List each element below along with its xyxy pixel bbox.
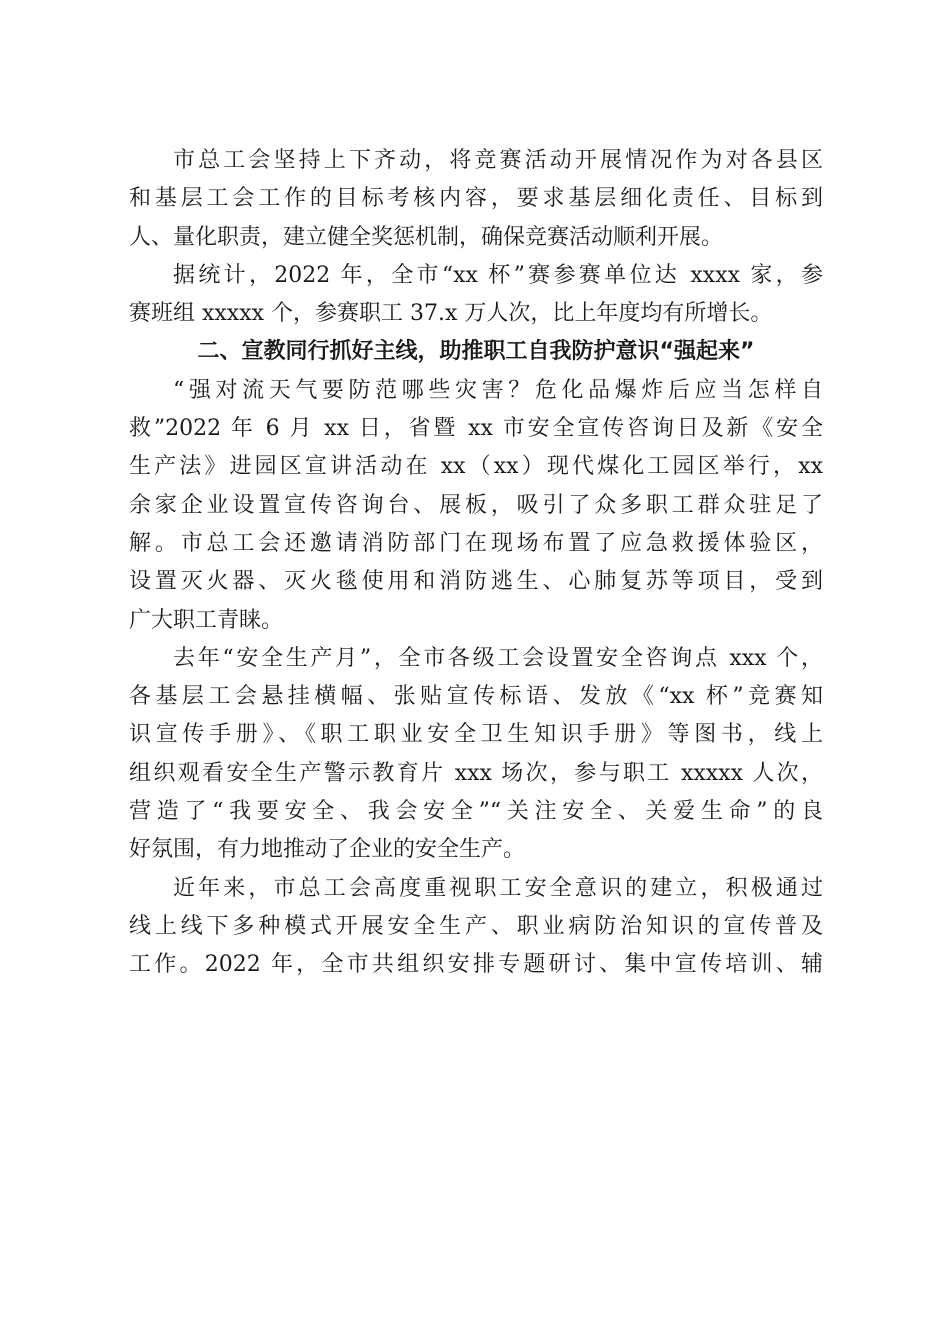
text-line: 市总工会坚持上下齐动，将竞赛活动开展情况作为对各县区 [173,148,823,173]
text-line: 据统计，2022 年，全市“xx 杯”赛参赛单位达 xxxx 家，参 [173,262,823,288]
text-line: 好氛围，有力地推动了企业的安全生产。 [129,837,526,863]
text-line: 营造了“我要安全、我会安全”“关注安全、关爱生命”的良 [129,799,823,825]
text-line: 广大职工青睐。 [129,607,284,633]
paragraph-statistics [129,257,823,334]
text-line: 设置灭火器、灭火毯使用和消防逃生、心肺复苏等项目，受到 [129,569,823,595]
text-line: 救”2022 年 6 月 xx 日，省暨 xx 市安全宣传咨询日及新《安全 [129,416,823,442]
text-line: 生产法》进园区宣讲活动在 xx（xx）现代煤化工园区举行，xx [129,454,823,480]
text-line: 近年来，市总工会高度重视职工安全意识的建立，积极通过 [173,875,823,901]
text-line: 人、量化职责，建立健全奖惩机制，确保竞赛活动顺利开展。 [129,224,724,250]
text-line: 余家企业设置宣传咨询台、展板，吸引了众多职工群众驻足了 [129,492,823,518]
paragraph-recent-years [129,870,823,985]
text-line: 线上线下多种模式开展安全生产、职业病防治知识的宣传普及 [129,913,823,939]
text-line: 各基层工会悬挂横幅、张贴宣传标语、发放《“xx 杯”竞赛知 [129,684,823,710]
text-line: 识宣传手册》、《职工职业安全卫生知识手册》等图书，线上 [129,722,823,748]
text-line: 去年“安全生产月”，全市各级工会设置安全咨询点 xxx 个， [173,645,823,671]
text-line: 解。市总工会还邀请消防部门在现场布置了应急救援体验区， [129,530,823,556]
document-page [129,142,823,985]
text-line: 工作。2022 年，全市共组织安排专题研讨、集中宣传培训、辅 [129,952,823,978]
paragraph-safety-month [129,640,823,870]
text-line: 赛班组 xxxxx 个，参赛职工 37.x 万人次，比上年度均有所增长。 [129,301,773,327]
text-line: 组织观看安全生产警示教育片 xxx 场次，参与职工 xxxxx 人次， [129,760,823,786]
text-line: 和基层工会工作的目标考核内容，要求基层细化责任、目标到 [129,186,823,212]
text-line: “强对流天气要防范哪些灾害？危化品爆炸后应当怎样自 [173,377,823,403]
paragraph-safety-publicity-day [129,372,823,640]
section-heading-text: 二、宣教同行抓好主线，助推职工自我防护意识“强起来” [197,339,755,365]
paragraph-competition-assessment [129,142,823,257]
section-heading [129,333,823,371]
